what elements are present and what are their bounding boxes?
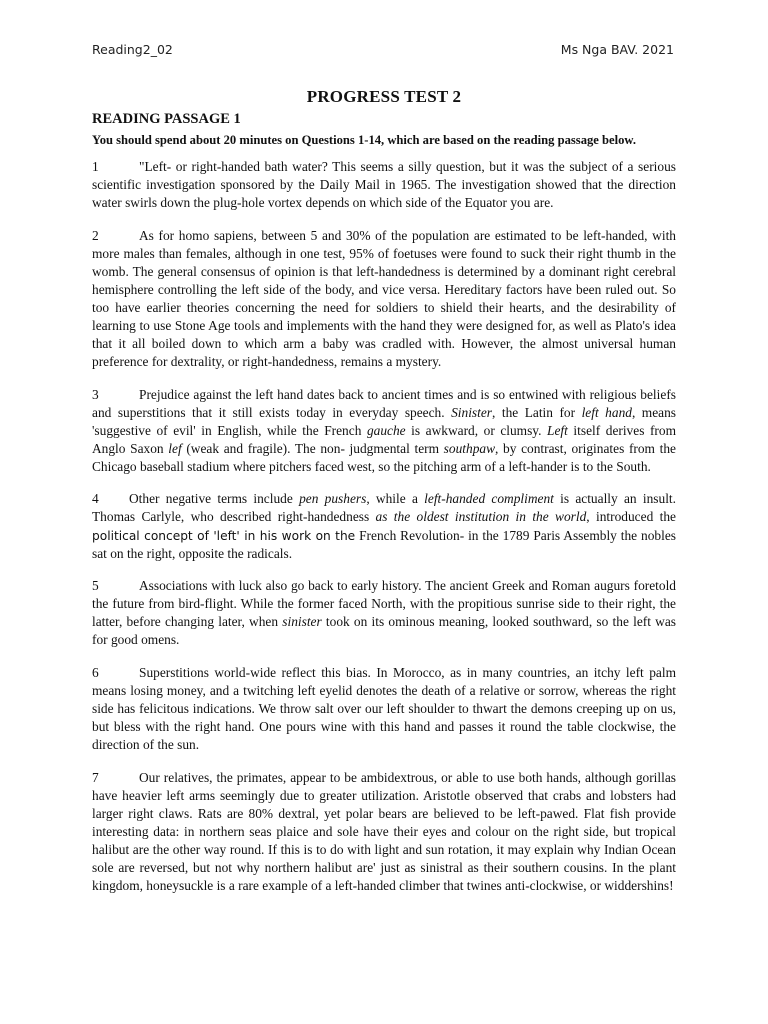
paragraph-text: , by contrast, originates from the Chicago baseball stadium where pitchers faced west, so the pitching arm of a left-hander is to the South. (92, 440, 676, 474)
paragraph-text: is actually an insult. Thomas Carlyle, who described right-handedness (92, 491, 676, 525)
paragraph-text: Associations with luck also go back to early history. The ancient Greek and Roman augurs foretold the future from bird-flight. While the former faced North, with the propitious sunrise side to their right, the latter, before changing later, when (92, 578, 676, 630)
section-heading: READING PASSAGE 1 (92, 111, 241, 127)
paragraph-number: 6 (92, 664, 99, 680)
paragraph-text: is awkward, or clumsy. (405, 422, 548, 438)
paragraph-number: 3 (92, 386, 99, 402)
paragraph-number: 1 (92, 159, 99, 174)
paragraph-text: , the Latin for (492, 404, 582, 420)
document-title: PROGRESS TEST 2 (306, 87, 462, 106)
paragraph-number: 2 (92, 227, 99, 243)
paragraph-text: Other negative terms include (129, 491, 300, 507)
passage-paragraph (92, 769, 676, 896)
italic-term: sinister (282, 614, 322, 630)
passage-paragraph (92, 386, 676, 476)
paragraph-text: French Revolution- in the 1789 Paris Assembly the nobles sat on the right, opposite the radicals. (92, 527, 676, 561)
paragraph-text: , while a (366, 491, 425, 507)
paragraph-text: As for homo sapiens, between 5 and 30% of the population are estimated to be left-handed, with more males than females, although in one test, 95% of foetuses were found to suck their right thumb in the womb. The general consensus of opinion is that left-handedness is determined by a dominant right cerebral hemisphere controlling the left side of the body, and vice versa. Hereditary factors have been ruled out. So too have earlier theories concerning the need for soldiers to shield their hearts, and the desirability of learning to use Stone Age tools and implements with the hand they were designed for, as well as Plato's idea that it all boiled down to which arm a baby was cradled with. However, the almost universal human preference for dextrality, or right-handedness, remains a mystery. (92, 227, 676, 370)
italic-term: Left (547, 422, 568, 438)
paragraph-number: 4 (92, 491, 99, 507)
passage-paragraph (92, 227, 676, 372)
paragraph-number: 5 (92, 578, 99, 594)
paragraph-number: 7 (92, 769, 99, 785)
paragraph-text: Our relatives, the primates, appear to be ambidextrous, or able to use both hands, although gorillas have heavier left arms seemingly due to greater utilization. Aristotle observed that crabs and lobsters had larger right claws. Rats are 80% dextral, yet polar bears are believed to be left-pawed. Flat fish provide interesting data: in northern seas plaice and sole have their eyes and colour on the right side, but tropical halibut are the other way round. If this is to do with light and sun rotation, it may explain why Indian Ocean sole are reversed, but not why northern halibut are' just as sinistral as their southern cousins. In the plant kingdom, honeysuckle is a rare example of a left-handed climber that twines anti-clockwise, or widdershins! (92, 769, 676, 894)
paragraph-text: , means 'suggestive of evil' in English, while the French (92, 404, 677, 438)
reading-passage (92, 158, 676, 909)
italic-term: left hand (581, 404, 632, 420)
paragraph-text: itself derives from Anglo Saxon (92, 422, 676, 456)
instructions: You should spend about 20 minutes on Questions 1-14, which are based on the reading passage below. (92, 133, 636, 147)
paragraph-text: political concept of 'left' in his work on the (92, 528, 356, 543)
paragraph-text: (weak and fragile). The non- judgmental term (181, 440, 444, 456)
passage-paragraph (92, 577, 676, 649)
passage-paragraph (92, 664, 676, 754)
paragraph-text: took on its ominous meaning, looked southward, so the left was for good omens. (92, 614, 676, 648)
passage-paragraph (92, 490, 676, 562)
italic-term: left-handed compliment (424, 491, 554, 507)
paragraph-text: "Left- or right-handed bath water? This seems a silly question, but it was the subject of a serious scientific investigation sponsored by the Daily Mail in 1965. The investigation showed that the direction water swirls down the plug-hole vortex depends on which side of the Equator you are. (92, 159, 676, 211)
paragraph-text: Superstitions world-wide reflect this bias. In Morocco, as in many countries, an itchy left palm means losing money, and a twitching left eyelid denotes the death of a relative or sorrow, whereas the right side has felicitous indications. We throw salt over our left shoulder to thwart the demons creeping up on us, but bless with the right hand. One pours wine with this hand and passes it round the table clockwise, the direction of the sun. (92, 664, 676, 753)
header-right: Ms Nga BAV. 2021 (560, 42, 674, 57)
italic-term: pen pushers (299, 491, 367, 507)
paragraph-text: Prejudice against the left hand dates back to ancient times and is so entwined with religious beliefs and superstitions that it still exists today in everyday speech. (92, 386, 676, 420)
page-header (92, 42, 674, 57)
italic-term: gauche (366, 422, 406, 438)
passage-paragraph (92, 158, 676, 212)
header-left: Reading2_02 (92, 42, 173, 57)
italic-term: as the oldest institution in the world (375, 509, 587, 525)
italic-term: lef (168, 440, 182, 456)
italic-term: southpaw (443, 440, 496, 456)
paragraph-text: , introduced the (586, 509, 676, 525)
italic-term: Sinister (451, 404, 493, 420)
